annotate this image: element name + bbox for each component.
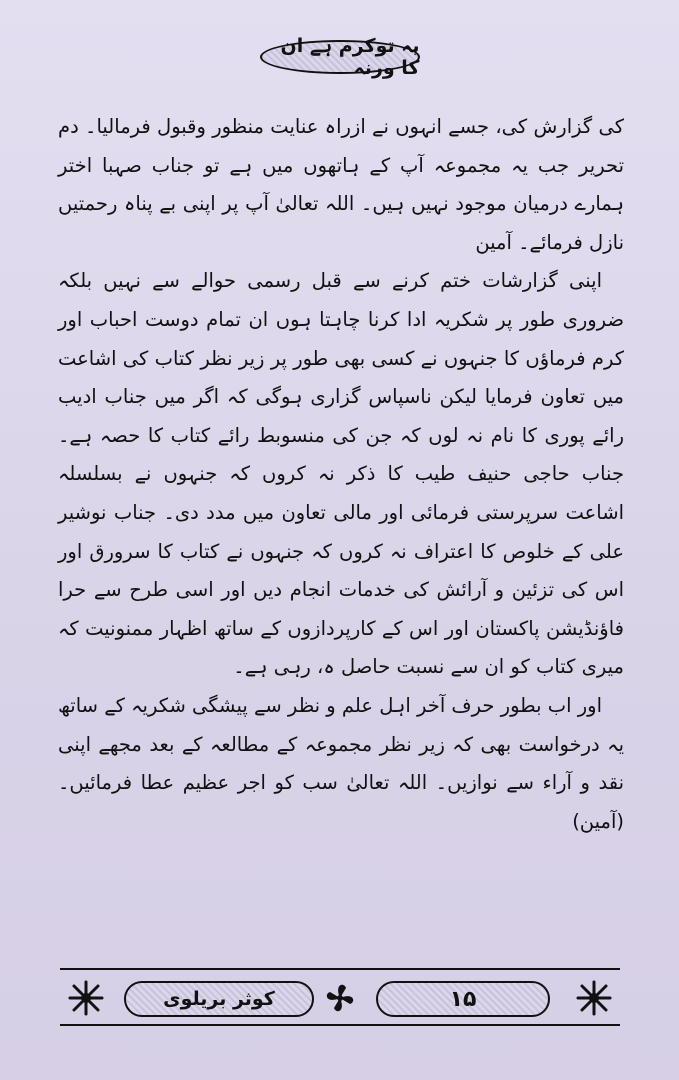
pinwheel-ornament-icon [322,980,358,1016]
flower-ornament-icon [574,978,614,1018]
paragraph: اور اب بطور حرف آخر اہل علم و نظر سے پیشگی شکریہ کے ساتھ یہ درخواست بھی کہ زیر نظر مجموعہ کے مطالعہ کے بعد مجھے اپنی نقد و آراء سے نوازیں۔ اللہ تعالیٰ سب کو اجر عظیم عطا فرمائیں۔ (آمین) [57,693,624,833]
page-number: ۱۵ [449,986,477,1012]
page-number-pill [376,981,550,1017]
flower-ornament-icon [66,978,106,1018]
author-pill [124,981,314,1017]
header-title: یہ توکرم ہے ان کا ورنہ [280,35,420,79]
footer-rule-bottom [60,1024,620,1026]
footer-rule-top [60,968,620,970]
paragraph: کی گزارش کی، جسے انہوں نے ازراہ عنایت منظور وقبول فرمالیا۔ دم تحریر جب یہ مجموعہ آپ کے ہاتھوں میں ہے تو جناب صہبا اختر ہمارے درمیان موجود نہیں ہیں۔ اللہ تعالیٰ آپ پر اپنی بے پناہ رحمتیں نازل فرمائے۔ آمین [58,115,624,254]
author-name: کوثر بریلوی [163,988,275,1010]
running-header [260,35,420,79]
paragraph: اپنی گزارشات ختم کرنے سے قبل رسمی حوالے سے نہیں بلکہ ضروری طور پر شکریہ ادا کرنا چاہتا ہوں ان تمام دوست احباب اور کرم فرماؤں کا جنہوں نے کسی بھی طور پر زیر نظر کتاب کی اشاعت میں تعاون فرمایا لیکن ناسپاس گزاری ہوگی کہ اگر میں جناب ادیب رائے پوری کا نام نہ لوں کہ جن کی منسوبط رائے کتاب کا حصہ ہے۔ جناب حاجی حنیف طیب کا ذکر نہ کروں کہ جنہوں نے بسلسلہ اشاعت سرپرستی فرمائی اور مالی تعاون میں مدد دی۔ جناب نوشیر علی کے خلوص کا اعتراف نہ کروں کہ جنہوں نے کتاب کا سرورق اور اس کی تزئین و آرائش کی خدمات انجام دیں اور اسی طرح سے حرا فاؤنڈیشن پاکستان اور اس کے کارپردازوں کے ساتھ اظہار ممنونیت کہ میری کتاب کو ان سے نسبت حاصل ہ، رہی ہے۔ [58,269,624,679]
body-text [58,108,624,841]
page-footer [60,972,620,1022]
